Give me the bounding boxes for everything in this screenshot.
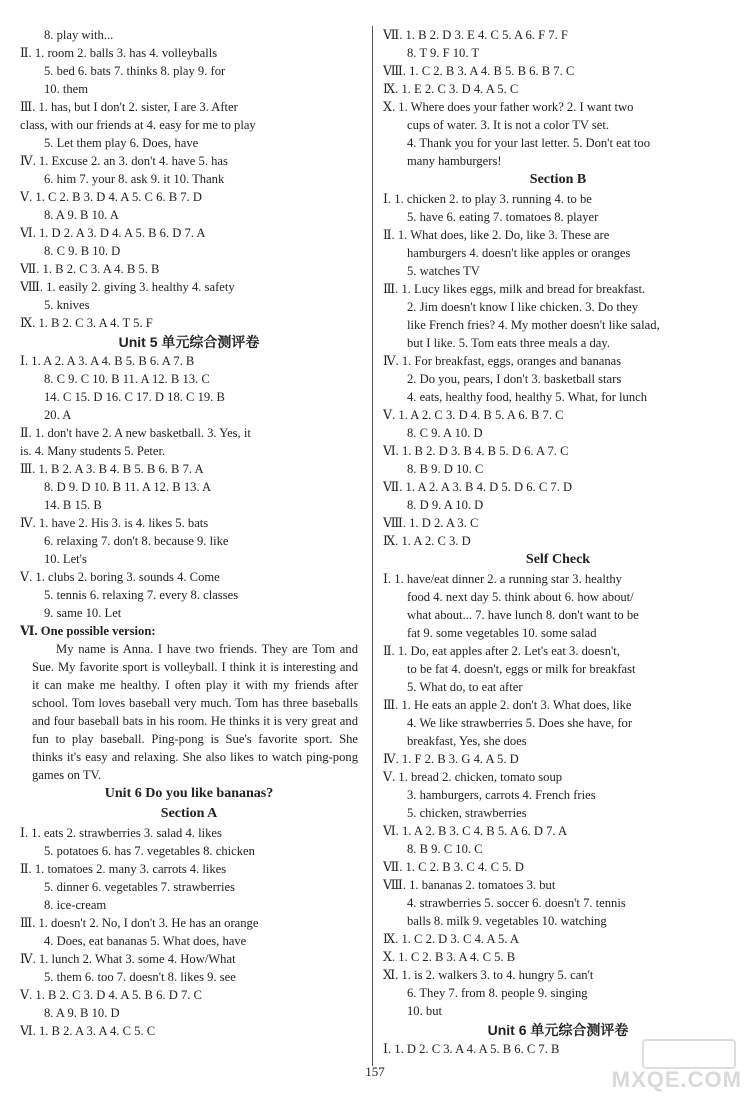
answer-line: 4. eats, healthy food, healthy 5. What, for lunch	[407, 390, 648, 404]
answer-line: 8. play with...	[44, 28, 114, 42]
answer-line: Ⅱ. 1. Do, eat apples after 2. Let's eat 3. doesn't,	[383, 644, 620, 658]
answer-line: 6. They 7. from 8. people 9. singing	[407, 986, 588, 1000]
answer-line: 5. bed 6. bats 7. thinks 8. play 9. for	[44, 64, 226, 78]
answer-line: Ⅰ. 1. have/eat dinner 2. a running star 3. healthy	[383, 572, 622, 586]
answer-line: 5. watches TV	[407, 264, 480, 278]
answer-line: breakfast, Yes, she does	[407, 734, 527, 748]
answer-line: 4. strawberries 5. soccer 6. doesn't 7. tennis	[407, 896, 626, 910]
answer-line: Ⅴ. 1. bread 2. chicken, tomato soup	[383, 770, 563, 784]
answer-line: Ⅸ. 1. E 2. C 3. D 4. A 5. C	[383, 82, 519, 96]
answer-line: 2. Jim doesn't know I like chicken. 3. Do they	[407, 300, 639, 314]
answer-line: 10. Let's	[44, 552, 87, 566]
answer-line: class, with our friends at 4. easy for me to play	[20, 118, 256, 132]
answer-line: to be fat 4. doesn't, eggs or milk for breakfast	[407, 662, 636, 676]
answer-line: 5. have 6. eating 7. tomatoes 8. player	[407, 210, 599, 224]
answer-line: what about... 7. have lunch 8. don't want to be	[407, 608, 639, 622]
answer-line: 14. C 15. D 16. C 17. D 18. C 19. B	[44, 390, 225, 404]
answer-line: 9. same 10. Let	[44, 606, 122, 620]
answer-line: is. 4. Many students 5. Peter.	[20, 444, 166, 458]
answer-line: Ⅳ. 1. have 2. His 3. is 4. likes 5. bats	[20, 516, 209, 530]
answer-line: 5. potatoes 6. has 7. vegetables 8. chicken	[44, 844, 255, 858]
answer-line: like French fries? 4. My mother doesn't like salad,	[407, 318, 660, 332]
answer-line: 5. chicken, strawberries	[407, 806, 527, 820]
answer-line: hamburgers 4. doesn't like apples or oranges	[407, 246, 631, 260]
answer-line: Ⅰ. 1. chicken 2. to play 3. running 4. to be	[383, 192, 592, 206]
answer-line: 8. A 9. B 10. A	[44, 208, 119, 222]
answer-line: Ⅰ. 1. D 2. C 3. A 4. A 5. B 6. C 7. B	[383, 1042, 560, 1056]
answer-line: fat 9. some vegetables 10. some salad	[407, 626, 597, 640]
answer-line: 8. D 9. A 10. D	[407, 498, 484, 512]
answer-line: 10. them	[44, 82, 89, 96]
answer-line: but I like. 5. Tom eats three meals a day.	[407, 336, 611, 350]
answer-line: Ⅰ. 1. eats 2. strawberries 3. salad 4. likes	[20, 826, 222, 840]
answer-line: food 4. next day 5. think about 6. how about/	[407, 590, 634, 604]
answer-line: balls 8. milk 9. vegetables 10. watching	[407, 914, 607, 928]
answer-line: Ⅹ. 1. Where does your father work? 2. I want two	[383, 100, 634, 114]
answer-line: Ⅳ. 1. For breakfast, eggs, oranges and bananas	[383, 354, 622, 368]
answer-line: Ⅵ. 1. B 2. A 3. A 4. C 5. C	[20, 1024, 156, 1038]
answer-line: Ⅳ. 1. lunch 2. What 3. some 4. How/What	[20, 952, 236, 966]
answer-line: Ⅳ. 1. Excuse 2. an 3. don't 4. have 5. has	[20, 154, 228, 168]
answer-line: 2. Do you, pears, I don't 3. basketball stars	[407, 372, 622, 386]
section-heading: Unit 6 单元综合测评卷	[487, 1022, 629, 1038]
answer-line: Ⅴ. 1. A 2. C 3. D 4. B 5. A 6. B 7. C	[383, 408, 564, 422]
answer-line: 8. ice-cream	[44, 898, 107, 912]
answer-line: 5. tennis 6. relaxing 7. every 8. classes	[44, 588, 239, 602]
answer-line: 8. D 9. D 10. B 11. A 12. B 13. A	[44, 480, 212, 494]
section-heading: Unit 6 Do you like bananas?	[104, 786, 274, 801]
answer-line: 6. relaxing 7. don't 8. because 9. like	[44, 534, 229, 548]
answer-line: 4. Does, eat bananas 5. What does, have	[44, 934, 247, 948]
answer-line: Ⅲ. 1. doesn't 2. No, I don't 3. He has an orange	[20, 916, 259, 930]
answer-line: Ⅴ. 1. clubs 2. boring 3. sounds 4. Come	[20, 570, 220, 584]
column-divider	[372, 26, 373, 1066]
answer-line: 8. C 9. A 10. D	[407, 426, 483, 440]
answer-line: Ⅸ. 1. A 2. C 3. D	[383, 534, 471, 548]
answer-line: 4. We like strawberries 5. Does she have, for	[407, 716, 633, 730]
watermark-text: MXQE.COM	[611, 1067, 742, 1092]
sample-essay: My name is Anna. I have two friends. They are Tom and Sue. My favorite sport is volleyball. I think it is interesting and it can make me healthy. I often play it with my friends after school. Tom loves baseball very much. Tom has three baseballs and four baseball bats in his room. He thinks it is very great and fun to play baseball. Ping-pong is Sue's favorite sport. She thinks it's easy and relaxing. She also likes to watch ping-pong games on TV.	[32, 642, 358, 782]
answer-line: 14. B 15. B	[44, 498, 102, 512]
answer-line: 8. C 9. B 10. D	[44, 244, 121, 258]
answer-line: 8. A 9. B 10. D	[44, 1006, 120, 1020]
left-column	[20, 26, 358, 1040]
answer-line: 5. knives	[44, 298, 90, 312]
answer-line: Ⅷ. 1. D 2. A 3. C	[383, 516, 479, 530]
page-number: 157	[365, 1064, 385, 1079]
answer-line: Ⅶ. 1. A 2. A 3. B 4. D 5. D 6. C 7. D	[383, 480, 573, 494]
answer-line: 8. T 9. F 10. T	[407, 46, 480, 60]
answer-line: Ⅶ. 1. C 2. B 3. C 4. C 5. D	[383, 860, 524, 874]
section-heading: Unit 5 单元综合测评卷	[118, 334, 260, 350]
answer-line: Ⅲ. 1. B 2. A 3. B 4. B 5. B 6. B 7. A	[20, 462, 204, 476]
answer-line: Ⅶ. 1. B 2. C 3. A 4. B 5. B	[20, 262, 160, 276]
answer-line: Ⅴ. 1. C 2. B 3. D 4. A 5. C 6. B 7. D	[20, 190, 202, 204]
answer-line: 8. B 9. C 10. C	[407, 842, 483, 856]
answer-line: many hamburgers!	[407, 154, 502, 168]
answer-line: Ⅷ. 1. easily 2. giving 3. healthy 4. safety	[20, 280, 235, 294]
answer-line: Ⅴ. 1. B 2. C 3. D 4. A 5. B 6. D 7. C	[20, 988, 202, 1002]
answer-line: Ⅱ. 1. tomatoes 2. many 3. carrots 4. likes	[20, 862, 227, 876]
watermark-box-icon	[642, 1039, 736, 1069]
answer-line: 20. A	[44, 408, 72, 422]
answer-line: Ⅸ. 1. B 2. C 3. A 4. T 5. F	[20, 316, 153, 330]
answer-line: Ⅵ. 1. B 2. D 3. B 4. B 5. D 6. A 7. C	[383, 444, 569, 458]
answer-line: 5. dinner 6. vegetables 7. strawberries	[44, 880, 235, 894]
answer-line: Ⅺ. 1. is 2. walkers 3. to 4. hungry 5. can't	[383, 968, 594, 982]
answer-line: 5. Let them play 6. Does, have	[44, 136, 199, 150]
answer-line: cups of water. 3. It is not a color TV set.	[407, 118, 610, 132]
answer-line: Ⅷ. 1. C 2. B 3. A 4. B 5. B 6. B 7. C	[383, 64, 575, 78]
answer-line: 5. What do, to eat after	[407, 680, 523, 694]
answer-line: Ⅱ. 1. What does, like 2. Do, like 3. These are	[383, 228, 610, 242]
answer-line: 3. hamburgers, carrots 4. French fries	[407, 788, 596, 802]
answer-line: Ⅵ. 1. D 2. A 3. D 4. A 5. B 6. D 7. A	[20, 226, 206, 240]
section-heading: Section A	[160, 806, 218, 821]
answer-line: 8. C 9. C 10. B 11. A 12. B 13. C	[44, 372, 210, 386]
right-column	[383, 26, 733, 1058]
answer-line: Ⅱ. 1. don't have 2. A new basketball. 3. Yes, it	[20, 426, 251, 440]
answer-line: 4. Thank you for your last letter. 5. Don't eat too	[407, 136, 651, 150]
answer-line: Ⅵ. 1. A 2. B 3. C 4. B 5. A 6. D 7. A	[383, 824, 568, 838]
section-heading: Section B	[529, 172, 587, 187]
answer-line: 8. B 9. D 10. C	[407, 462, 484, 476]
answer-line: Ⅸ. 1. C 2. D 3. C 4. A 5. A	[383, 932, 520, 946]
section-heading: Self Check	[525, 552, 591, 567]
answer-line: Ⅶ. 1. B 2. D 3. E 4. C 5. A 6. F 7. F	[383, 28, 568, 42]
answer-line: Ⅹ. 1. C 2. B 3. A 4. C 5. B	[383, 950, 516, 964]
answer-line: 10. but	[407, 1004, 442, 1018]
answer-line: Ⅲ. 1. He eats an apple 2. don't 3. What does, like	[383, 698, 632, 712]
answer-line: Ⅲ. 1. Lucy likes eggs, milk and bread for breakfast.	[383, 282, 646, 296]
answer-line: 5. them 6. too 7. doesn't 8. likes 9. see	[44, 970, 236, 984]
answer-line: Ⅵ. One possible version:	[20, 624, 156, 638]
answer-line: Ⅰ. 1. A 2. A 3. A 4. B 5. B 6. A 7. B	[20, 354, 195, 368]
answer-line: Ⅲ. 1. has, but I don't 2. sister, I are 3. After	[20, 100, 238, 114]
answer-line: Ⅳ. 1. F 2. B 3. G 4. A 5. D	[383, 752, 519, 766]
answer-line: Ⅱ. 1. room 2. balls 3. has 4. volleyballs	[20, 46, 218, 60]
watermark-logo	[611, 1039, 742, 1099]
answer-line: Ⅷ. 1. bananas 2. tomatoes 3. but	[383, 878, 556, 892]
answer-line: 6. him 7. your 8. ask 9. it 10. Thank	[44, 172, 225, 186]
